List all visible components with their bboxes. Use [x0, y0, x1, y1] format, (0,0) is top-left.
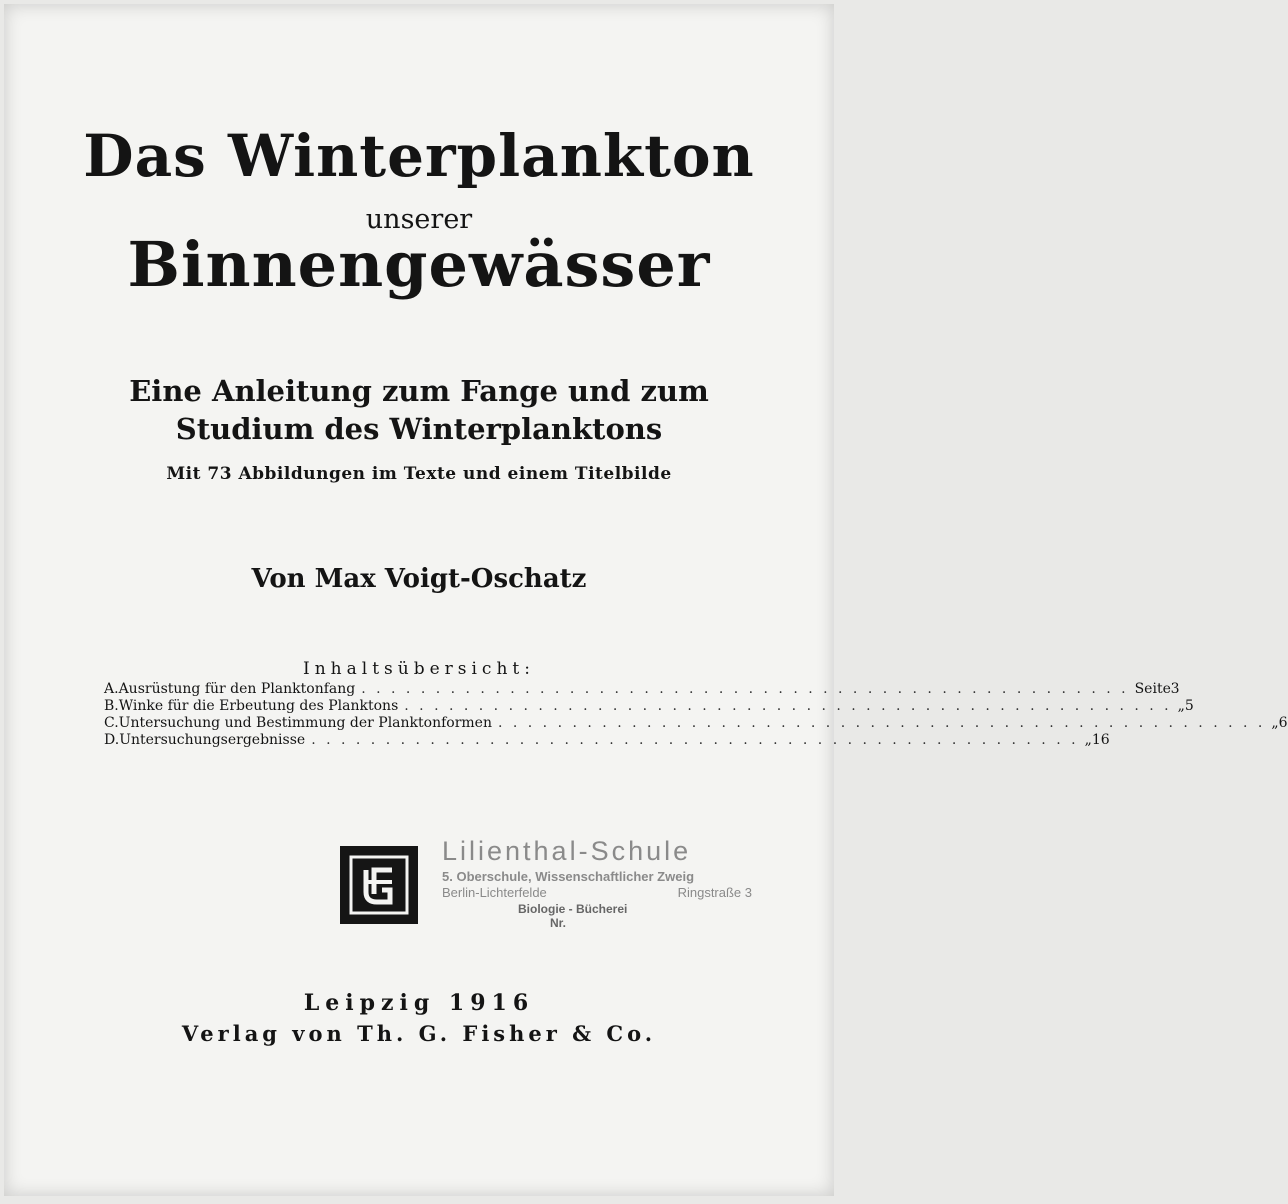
toc-page-number: 3 [1170, 681, 1180, 697]
toc-item [104, 698, 1194, 715]
stamp-school-name: Lilienthal-Schule [442, 836, 692, 866]
stamp-address [442, 885, 752, 900]
library-stamp [442, 836, 752, 930]
publisher-logo [340, 846, 418, 924]
toc-title: Winke für die Erbeutung des Planktons [118, 698, 399, 714]
toc-seite: Seite [1134, 681, 1171, 697]
toc-leader: . . . . . . . . . . . . . . . . . . . . . . . . . . . . . . . . . . . . . . . . . . . . . . . . . . . . [311, 732, 1079, 748]
toc-leader: . . . . . . . . . . . . . . . . . . . . . . . . . . . . . . . . . . . . . . . . . . . . . . . . . . . . [497, 715, 1266, 731]
stamp-number: Nr. [550, 916, 567, 930]
table-of-contents [104, 681, 1288, 749]
main-title: Das Winterplankton [83, 122, 755, 190]
author: Von Max Voigt-Oschatz [251, 564, 587, 594]
toc-letter: C. [104, 715, 119, 731]
title-connector: unserer [365, 204, 473, 235]
toc-item [104, 715, 1288, 732]
subtitle-line2: Studium des Winterplanktons [175, 412, 663, 446]
toc-page-number: 6 [1278, 715, 1288, 731]
toc-seite: „ [1177, 698, 1185, 714]
stamp-street: Ringstraße 3 [677, 885, 752, 900]
toc-seite: „ [1084, 732, 1092, 748]
toc-letter: D. [104, 732, 120, 748]
toc-item [104, 681, 1180, 698]
toc-page-number: 16 [1091, 732, 1110, 748]
toc-leader: . . . . . . . . . . . . . . . . . . . . . . . . . . . . . . . . . . . . . . . . . . . . . . . . . . . . [404, 698, 1172, 714]
toc-leader: . . . . . . . . . . . . . . . . . . . . . . . . . . . . . . . . . . . . . . . . . . . . . . . . . . . . [361, 681, 1129, 697]
title-page [4, 4, 1288, 1196]
toc-title: Untersuchungsergebnisse [119, 732, 306, 748]
toc-title: Ausrüstung für den Planktonfang [118, 681, 356, 697]
stamp-school-type: 5. Oberschule, Wissenschaftlicher Zweig [442, 869, 695, 884]
stamp-library: Biologie - Bücherei [518, 902, 628, 916]
subtitle-line1: Eine Anleitung zum Fange und zum [129, 374, 709, 408]
stamp-district: Berlin-Lichterfelde [442, 885, 547, 900]
main-title-line2: Binnengewässer [127, 228, 711, 301]
imprint-place-year: Leipzig 1916 [303, 990, 535, 1016]
toc-item [104, 732, 1110, 749]
imprint-publisher: Verlag von Th. G. Fisher & Co. [181, 1021, 657, 1046]
toc-heading: Inhaltsübersicht: [303, 659, 535, 679]
toc-letter: A. [104, 681, 119, 697]
toc-page-number: 5 [1184, 698, 1194, 714]
publisher-monogram-icon [346, 852, 412, 918]
toc-letter: B. [104, 698, 119, 714]
toc-seite: „ [1271, 715, 1279, 731]
toc-title: Untersuchung und Bestimmung der Planktonformen [118, 715, 492, 731]
illustrations-note: Mit 73 Abbildungen im Texte und einem Titelbilde [166, 464, 672, 484]
